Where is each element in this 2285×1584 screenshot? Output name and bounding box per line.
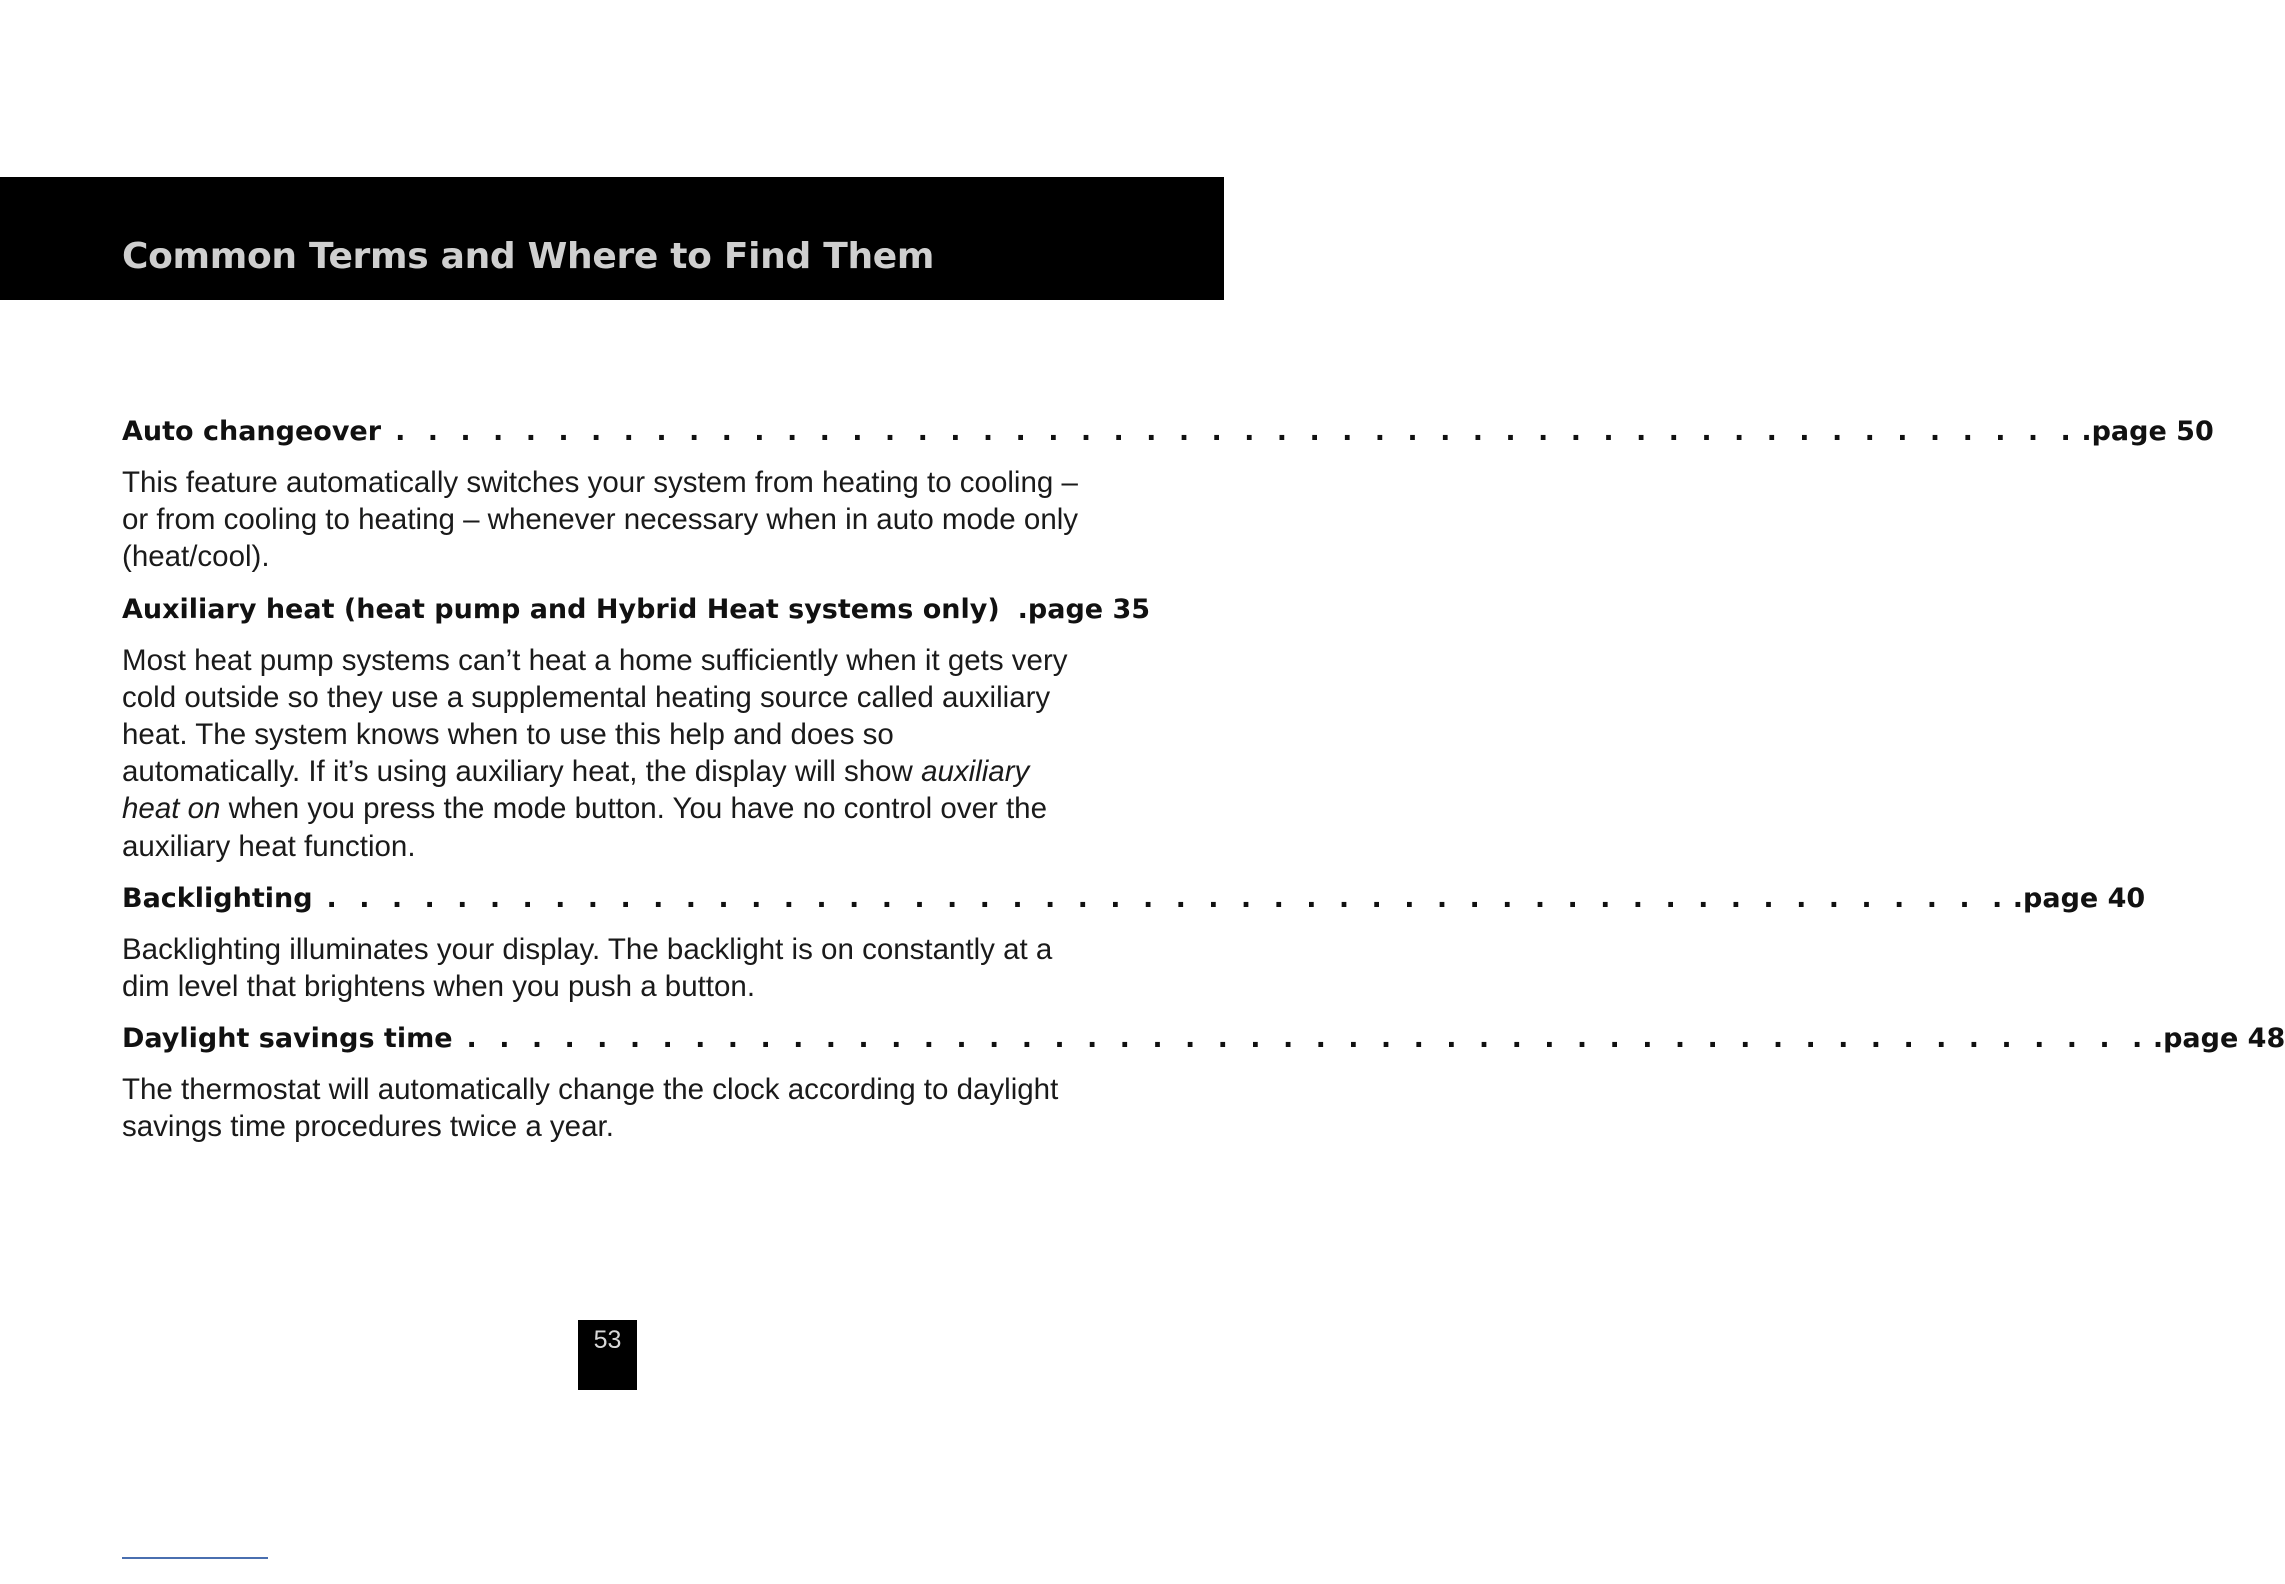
- term-description: [122, 642, 1080, 865]
- header-band: [0, 177, 1224, 300]
- term-heading: [122, 1019, 2285, 1059]
- description-text: Most heat pump systems can’t heat a home sufficiently when it gets very cold outside so they use a supplemental heating source called auxiliary heat. The system knows when to use this help and does so automatically. If it’s using auxiliary heat, the display will show: [122, 643, 1068, 789]
- footer-divider: [122, 1557, 268, 1559]
- page-title: Common Terms and Where to Find Them: [122, 236, 935, 277]
- page-number-box: [578, 1320, 637, 1390]
- term-heading: [122, 412, 2214, 452]
- term-description: Backlighting illuminates your display. The backlight is on constantly at a dim level that brightens when you push a button.: [122, 932, 1053, 1004]
- term-heading: [122, 590, 1151, 630]
- term-name: Auto changeover: [122, 416, 382, 447]
- page-reference: .page 35: [1017, 593, 1151, 625]
- page-number: 53: [593, 1326, 622, 1354]
- dot-leader: . . . . . . . . . . . . . . . . . . . . . . . . . . . . . . . . . . . . . . . . . . . . . . . . . . . .: [466, 1023, 2149, 1055]
- term-description: The thermostat will automatically change the clock according to daylight savings time procedures twice a year.: [122, 1073, 1059, 1144]
- term-heading: [122, 879, 2146, 919]
- page-reference: .page 50: [2081, 416, 2214, 447]
- display-message-text: auxiliary heat on: [122, 755, 1030, 826]
- dot-leader: . . . . . . . . . . . . . . . . . . . . . . . . . . . . . . . . . . . . . . . . . . . . . . . . . . . .: [326, 882, 2009, 914]
- page-reference: .page 48: [2152, 1023, 2285, 1055]
- term-name: Daylight savings time: [122, 1023, 453, 1055]
- description-text: when you press the mode button. You have no control over the auxiliary heat function.: [122, 792, 1047, 863]
- term-name: Auxiliary heat (heat pump and Hybrid Heat systems only): [122, 593, 1000, 625]
- term-description: This feature automatically switches your system from heating to cooling – or from cooling to heating – whenever necessary when in auto mode only (heat/cool).: [122, 466, 1079, 574]
- page-reference: .page 40: [2012, 882, 2146, 914]
- dot-leader: . . . . . . . . . . . . . . . . . . . . . . . . . . . . . . . . . . . . . . . . . . . . . . . . . . . .: [395, 416, 2078, 447]
- term-name: Backlighting: [122, 882, 313, 914]
- terms-list: [122, 412, 2285, 1160]
